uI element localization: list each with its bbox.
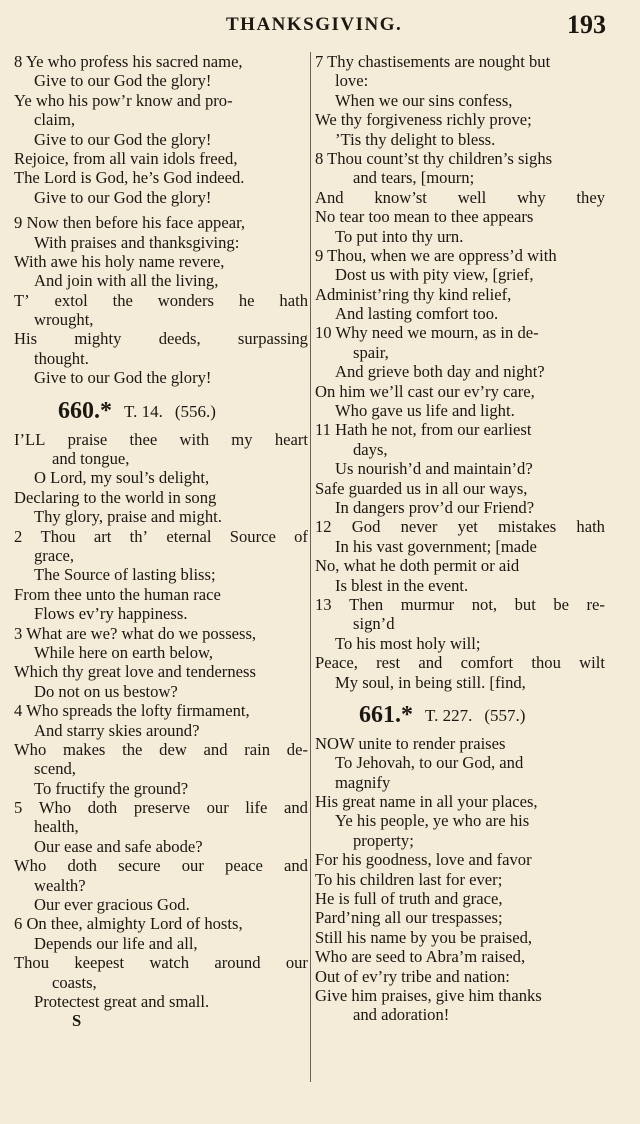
verse-line: Which thy great love and tenderness <box>14 662 256 682</box>
right-column <box>315 52 605 1025</box>
verse-line: And join with all the living, <box>34 271 219 291</box>
word: wilt <box>579 653 605 673</box>
word: why <box>517 187 546 207</box>
word: Thou <box>40 526 76 546</box>
verse-line: 8 Ye who profess his sacred name, <box>14 52 243 71</box>
word: rain <box>244 739 271 759</box>
word: hath <box>576 517 605 537</box>
word: never <box>400 517 438 537</box>
page-number: 193 <box>567 10 606 39</box>
verse-line <box>315 595 605 614</box>
word: around <box>214 953 261 973</box>
verse-line: and tongue, <box>52 449 130 469</box>
verse-line: 4 Who spreads the lofty firmament, <box>14 701 250 721</box>
verse-line <box>14 798 308 817</box>
verse-line: Administ’ring thy kind relief, <box>315 284 512 304</box>
word: and <box>203 739 228 759</box>
word: Then <box>349 594 384 614</box>
verse-line: Us nourish’d and maintain’d? <box>335 459 533 479</box>
verse-line: 6 On thee, almighty Lord of hosts, <box>14 914 243 934</box>
verse-line: Rejoice, from all vain idols freed, <box>14 148 238 168</box>
verse-line: 3 What are we? what do we possess, <box>14 623 257 643</box>
verse-line: To put into thy urn. <box>335 226 464 246</box>
verse-line: Give to our God the glory! <box>34 187 212 207</box>
word: eternal <box>166 526 212 546</box>
word: surpassing <box>237 329 308 349</box>
verse-line: Our ever gracious God. <box>34 895 190 915</box>
word: praise <box>67 429 108 449</box>
word: re- <box>586 594 605 614</box>
word: heart <box>274 429 308 449</box>
verse-line: And lasting comfort too. <box>335 304 499 324</box>
verse-line: No tear too mean to thee appears <box>315 207 534 227</box>
word: and <box>284 856 308 876</box>
verse-line: Still his name by you be praised, <box>315 927 533 947</box>
verse-line: Ye who his pow’r know and pro- <box>14 90 233 110</box>
verse-line: Do not on us bestow? <box>34 681 178 701</box>
verse-line: To his most holy will; <box>335 633 481 653</box>
verse-line: To his children last for ever; <box>315 869 503 889</box>
verse-line: 11 Hath he not, from our earliest <box>315 420 532 440</box>
hymn-heading <box>315 698 605 734</box>
verse-line: 7 Thy chastisements are nought but <box>315 52 551 71</box>
word: they <box>576 187 605 207</box>
verse-line <box>14 527 308 546</box>
verse-line: Protectest great and small. <box>34 991 210 1011</box>
verse-line: Our ease and safe abode? <box>34 836 203 856</box>
word: thee <box>129 429 158 449</box>
word: not, <box>471 594 498 614</box>
verse-line: health, <box>34 817 79 837</box>
verse-line: and tears, [mourn; <box>353 168 475 188</box>
word: makes <box>63 739 106 759</box>
verse-line: NOW unite to render praises <box>315 733 506 753</box>
verse-line <box>14 329 308 348</box>
verse-line: sign’d <box>353 614 395 634</box>
word: my <box>231 429 253 449</box>
word: Peace, <box>315 653 358 673</box>
verse-line: While here on earth below, <box>34 642 214 662</box>
verse-line: My soul, in being still. [find, <box>335 672 526 692</box>
word: preserve <box>133 798 191 818</box>
verse-line: ’Tis thy delight to bless. <box>335 129 496 149</box>
verse-line: Out of ev’ry tribe and nation: <box>315 966 510 986</box>
verse-line: wealth? <box>34 875 86 895</box>
verse-line: spair, <box>353 342 389 362</box>
verse-line: claim, <box>34 110 76 130</box>
word: de- <box>286 739 308 759</box>
verse-line <box>14 291 308 310</box>
verse-line: coasts, <box>52 972 97 992</box>
word: be <box>553 594 569 614</box>
word: dew <box>159 739 187 759</box>
word: mistakes <box>498 517 557 537</box>
word: and <box>418 653 443 673</box>
verse-line: To Jehovah, to our God, and <box>335 753 524 773</box>
hymn-ref: (556.) <box>174 401 216 421</box>
word: extol <box>54 290 88 310</box>
word: with <box>179 429 209 449</box>
verse-line: Give him praises, give him thanks <box>315 985 542 1005</box>
verse-line: No, what he doth permit or aid <box>315 556 520 576</box>
verse-line: 8 Thou count’st thy children’s sighs <box>315 148 553 168</box>
verse-line: And starry skies around? <box>34 720 200 740</box>
word: Who <box>14 856 47 876</box>
verse-line: 10 Why need we mourn, as in de- <box>315 323 539 343</box>
word: our <box>181 856 204 876</box>
word: T’ <box>14 290 30 310</box>
verse-line: From thee unto the human race <box>14 584 221 604</box>
word: wonders <box>157 290 214 310</box>
verse-line <box>315 653 605 672</box>
left-column <box>14 52 308 1031</box>
hymn-tune: T. 14. <box>124 401 163 421</box>
word: Source <box>229 526 276 546</box>
word: I’LL <box>14 429 46 449</box>
verse-line: With awe his holy name revere, <box>14 251 225 271</box>
word: know’st <box>374 187 427 207</box>
word: the <box>112 290 133 310</box>
word: yet <box>457 517 478 537</box>
verse-line: 9 Thou, when we are oppress’d with <box>315 245 557 265</box>
verse-line: When we our sins confess, <box>335 90 513 110</box>
verse-line: On him we’ll cast our ev’ry care, <box>315 381 535 401</box>
word: 13 <box>315 594 332 614</box>
verse-line: Safe guarded us in all our ways, <box>315 478 528 498</box>
verse-line <box>14 953 308 972</box>
verse-line: Give to our God the glory! <box>34 71 212 91</box>
verse-line: Thy glory, praise and might. <box>34 507 222 527</box>
word: th’ <box>129 526 149 546</box>
word: His <box>14 329 38 349</box>
verse-line: Who are seed to Abra’m raised, <box>315 947 526 967</box>
verse-line: For his goodness, love and favor <box>315 850 532 870</box>
verse-line <box>315 517 605 536</box>
hymn-heading <box>14 394 308 430</box>
verse-line: grace, <box>34 545 75 565</box>
verse-line: magnify <box>335 772 391 792</box>
word: God <box>351 517 381 537</box>
word: art <box>93 526 112 546</box>
verse-line: scend, <box>34 759 76 779</box>
verse-line: Give to our God the glory! <box>34 129 212 149</box>
verse-line: Pard’ning all our trespasses; <box>315 908 503 928</box>
verse-line <box>14 430 308 449</box>
word: hath <box>279 290 308 310</box>
verse-line: Who gave us life and light. <box>335 401 515 421</box>
word: 5 <box>14 798 23 818</box>
verse-line: In his vast government; [made <box>335 536 537 556</box>
word: doth <box>67 856 97 876</box>
verse-line: Flows ev’ry happiness. <box>34 604 188 624</box>
verse-line: Declaring to the world in song <box>14 487 217 507</box>
hymn-ref: (557.) <box>484 706 526 726</box>
word: the <box>122 739 143 759</box>
word: mighty <box>74 329 122 349</box>
verse-line: Dost us with pity view, [grief, <box>335 265 534 285</box>
verse-line: With praises and thanksgiving: <box>34 232 240 252</box>
word: Thou <box>14 953 50 973</box>
verse-line: O Lord, my soul’s delight, <box>34 468 210 488</box>
word: 2 <box>14 526 23 546</box>
word: of <box>294 526 308 546</box>
word: Who <box>14 739 47 759</box>
word: well <box>457 187 487 207</box>
hymn-number: 661.* <box>359 702 413 729</box>
verse-line: 9 Now then before his face appear, <box>14 213 246 233</box>
word: rest <box>376 653 401 673</box>
verse-line: thought. <box>34 348 89 368</box>
verse-line: And grieve both day and night? <box>335 362 545 382</box>
word: thou <box>531 653 561 673</box>
word: Who <box>38 798 72 818</box>
verse-line: We thy forgiveness richly prove; <box>315 110 532 130</box>
verse-line: Ye his people, ye who are his <box>335 811 530 831</box>
verse-line: property; <box>353 830 414 850</box>
word: life <box>245 798 268 818</box>
word: deeds, <box>158 329 201 349</box>
column-divider <box>310 52 311 1082</box>
verse-line: days, <box>353 439 388 459</box>
word: 12 <box>315 517 332 537</box>
page-header <box>0 10 640 44</box>
verse-line: The Source of lasting bliss; <box>34 565 216 585</box>
word: but <box>514 594 536 614</box>
word: he <box>238 290 255 310</box>
verse-line: Is blest in the event. <box>335 575 469 595</box>
word: watch <box>149 953 190 973</box>
word: doth <box>87 798 118 818</box>
signature-mark: S <box>72 1011 82 1031</box>
verse-line: wrought, <box>34 310 94 330</box>
verse-line <box>14 856 308 875</box>
verse-line: To fructify the ground? <box>34 778 189 798</box>
verse-line: Give to our God the glory! <box>34 368 212 388</box>
word: murmur <box>400 594 455 614</box>
verse-line: Depends our life and all, <box>34 933 198 953</box>
verse-line: and adoration! <box>353 1005 450 1025</box>
word: And <box>315 187 344 207</box>
verse-line <box>315 188 605 207</box>
hymn-tune: T. 227. <box>425 706 473 726</box>
verse-line <box>14 740 308 759</box>
running-title: THANKSGIVING. <box>226 14 403 35</box>
word: comfort <box>460 653 514 673</box>
word: peace <box>225 856 263 876</box>
verse-line: His great name in all your places, <box>315 792 538 812</box>
verse-line: He is full of truth and grace, <box>315 889 503 909</box>
word: our <box>206 798 229 818</box>
verse-line: The Lord is God, he’s God indeed. <box>14 168 245 188</box>
verse-line: In dangers prov’d our Friend? <box>335 497 535 517</box>
word: keepest <box>74 953 125 973</box>
word: our <box>285 953 308 973</box>
word: and <box>284 798 308 818</box>
verse-line: love: <box>335 71 369 91</box>
hymn-number: 660.* <box>58 397 112 424</box>
word: secure <box>118 856 161 876</box>
